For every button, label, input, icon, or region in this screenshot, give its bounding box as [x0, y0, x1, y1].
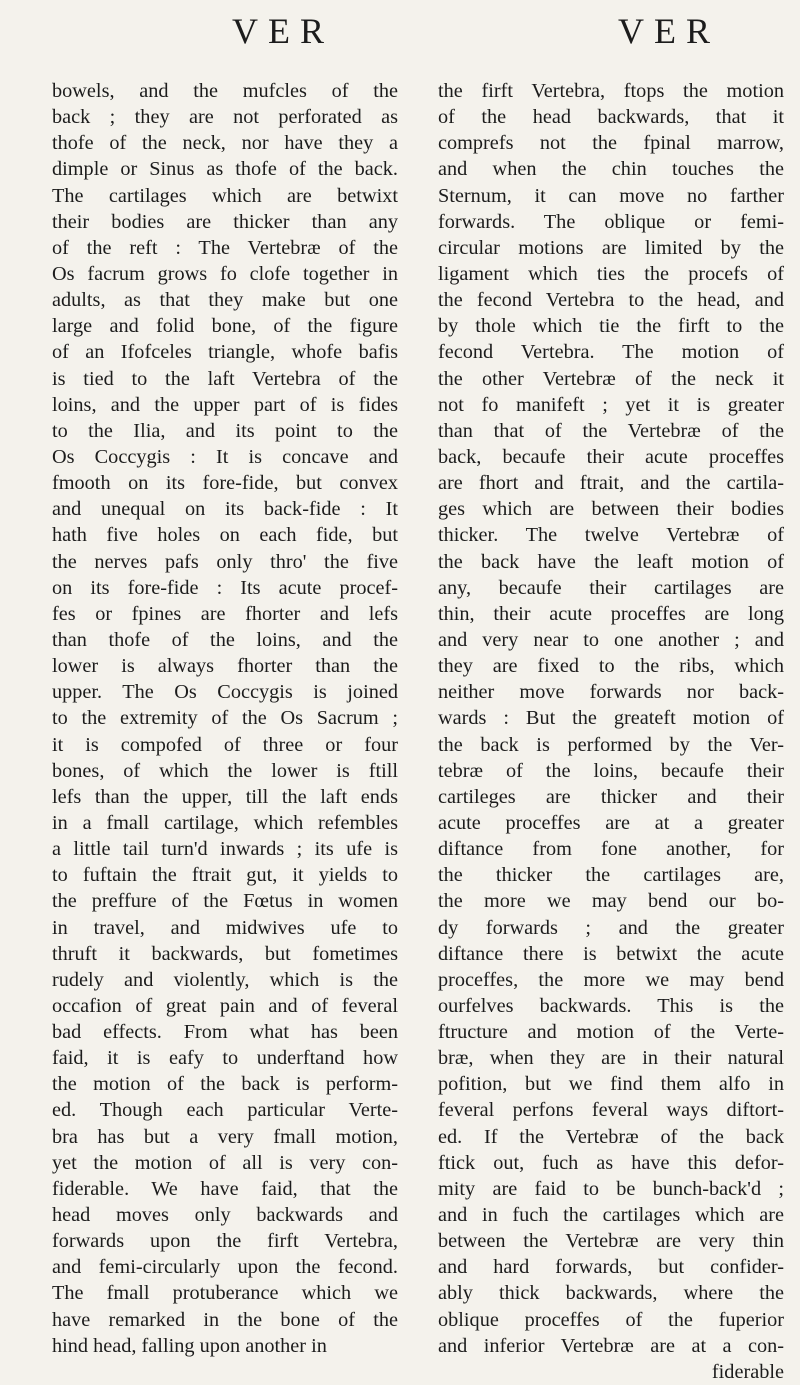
running-header	[0, 10, 800, 70]
text-line: lower is always fhorter than the	[52, 655, 398, 678]
text-line: in a fmall cartilage, which refembles	[52, 811, 398, 834]
text-line: occafion of great pain and of feveral	[52, 994, 398, 1017]
text-line: wards : But the greateft motion of	[438, 707, 784, 730]
text-line: by thole which tie the firft to the	[438, 315, 784, 338]
text-line: dimple or Sinus as thofe of the back.	[52, 158, 398, 181]
text-line: feveral perfons feveral ways diftort-	[438, 1099, 784, 1122]
text-line: back, becaufe their acute proceffes	[438, 445, 784, 468]
header-right: VER	[618, 11, 720, 51]
text-line: and when the chin touches the	[438, 158, 784, 181]
text-line: bowels, and the mufcles of the	[52, 80, 398, 102]
text-line: acute proceffes are at a greater	[438, 811, 784, 834]
text-line: the nerves pafs only thro' the five	[52, 550, 398, 573]
text-line: lefs than the upper, till the laft ends	[52, 785, 398, 808]
text-line: and in fuch the cartilages which are	[438, 1204, 784, 1227]
text-line: the other Vertebræ of the neck it	[438, 367, 784, 390]
text-line: the back have the leaft motion of	[438, 550, 784, 573]
text-line: the thicker the cartilages are,	[438, 864, 784, 887]
text-line: the preffure of the Fœtus in women	[52, 890, 398, 913]
text-line: large and folid bone, of the figure	[52, 315, 398, 338]
text-line: the more we may bend our bo-	[438, 890, 784, 913]
text-line: Sternum, it can move no farther	[438, 184, 784, 207]
text-line: bræ, when they are in their natural	[438, 1047, 784, 1070]
text-line: they are fixed to the ribs, which	[438, 655, 784, 678]
text-line: ftick out, fuch as have this defor-	[438, 1151, 784, 1174]
left-column	[52, 78, 398, 1359]
text-line: Os facrum grows fo clofe together in	[52, 262, 398, 285]
text-line: upper. The Os Coccygis is joined	[52, 681, 398, 704]
header-left: VER	[232, 11, 334, 51]
right-column	[438, 78, 784, 1385]
text-line: and very near to one another ; and	[438, 628, 784, 651]
text-line: ftructure and motion of the Verte-	[438, 1021, 784, 1044]
text-line: ges which are between their bodies	[438, 498, 784, 521]
text-line: thofe of the neck, nor have they a	[52, 132, 398, 155]
text-line: the fecond Vertebra to the head, and	[438, 289, 784, 312]
text-line: bones, of which the lower is ftill	[52, 759, 398, 782]
text-line: ed. If the Vertebræ of the back	[438, 1125, 784, 1148]
text-line: fes or fpines are fhorter and lefs	[52, 602, 398, 625]
text-line: Os Coccygis : It is concave and	[52, 445, 398, 468]
text-line: oblique proceffes of the fuperior	[438, 1308, 784, 1331]
text-line: ourfelves backwards. This is the	[438, 994, 784, 1017]
text-line: and inferior Vertebræ are at a con-	[438, 1334, 784, 1357]
text-line: tebræ of the loins, becaufe their	[438, 759, 784, 782]
text-line: fmooth on its fore-fide, but convex	[52, 472, 398, 495]
text-line: and femi-circularly upon the fecond.	[52, 1256, 398, 1279]
text-line: forwards upon the firft Vertebra,	[52, 1230, 398, 1253]
text-line: yet the motion of all is very con-	[52, 1151, 398, 1174]
text-line: The cartilages which are betwixt	[52, 184, 398, 207]
text-line: comprefs not the fpinal marrow,	[438, 132, 784, 155]
text-line: diftance from fone another, for	[438, 838, 784, 861]
text-line: hind head, falling upon another in	[52, 1334, 327, 1357]
text-line: thicker. The twelve Vertebræ of	[438, 524, 784, 547]
text-line: their bodies are thicker than any	[52, 210, 398, 233]
text-line: The fmall protuberance which we	[52, 1282, 398, 1305]
text-line: cartileges are thicker and their	[438, 785, 784, 808]
text-line: head moves only backwards and	[52, 1204, 398, 1227]
text-line: fecond Vertebra. The motion of	[438, 341, 784, 364]
text-line: dy forwards ; and the greater	[438, 916, 784, 939]
text-line: loins, and the upper part of is fides	[52, 393, 398, 416]
text-line: of the reft : The Vertebræ of the	[52, 236, 398, 259]
text-line: in travel, and midwives ufe to	[52, 916, 398, 939]
text-line: have remarked in the bone of the	[52, 1308, 398, 1331]
text-line: fiderable. We have faid, that the	[52, 1177, 398, 1200]
text-line: faid, it is eafy to underftand how	[52, 1047, 398, 1070]
text-line: pofition, but we find them alfo in	[438, 1073, 784, 1096]
text-line: of the head backwards, that it	[438, 106, 784, 129]
text-line: to the Ilia, and its point to the	[52, 419, 398, 442]
text-line: and hard forwards, but confider-	[438, 1256, 784, 1279]
text-line: the firft Vertebra, ftops the motion	[438, 80, 784, 102]
text-line: ligament which ties the procefs of	[438, 262, 784, 285]
text-line: to fuftain the ftrait gut, it yields to	[52, 864, 398, 887]
text-line: bra has but a very fmall motion,	[52, 1125, 398, 1148]
text-line: proceffes, the more we may bend	[438, 968, 784, 991]
text-line: back ; they are not perforated as	[52, 106, 398, 129]
text-line: than that of the Vertebræ of the	[438, 419, 784, 442]
text-line: is tied to the laft Vertebra of the	[52, 367, 398, 390]
text-line: it is compofed of three or four	[52, 733, 398, 756]
text-line: ably thick backwards, where the	[438, 1282, 784, 1305]
text-line: are fhort and ftrait, and the cartila-	[438, 472, 784, 495]
text-line: not fo manifeft ; yet it is greater	[438, 393, 784, 416]
text-line: a little tail turn'd inwards ; its ufe is	[52, 838, 398, 861]
text-line: circular motions are limited by the	[438, 236, 784, 259]
text-line: to the extremity of the Os Sacrum ;	[52, 707, 398, 730]
text-line: of an Ifofceles triangle, whofe bafis	[52, 341, 398, 364]
text-line: hath five holes on each fide, but	[52, 524, 398, 547]
text-line: thin, their acute proceffes are long	[438, 602, 784, 625]
text-line: fiderable	[711, 1360, 784, 1383]
text-line: mity are faid to be bunch-back'd ;	[438, 1177, 784, 1200]
text-line: any, becaufe their cartilages are	[438, 576, 784, 599]
text-line: the motion of the back is perform-	[52, 1073, 398, 1096]
text-line: rudely and violently, which is the	[52, 968, 398, 991]
text-line: bad effects. From what has been	[52, 1021, 398, 1044]
text-line: adults, as that they make but one	[52, 289, 398, 312]
text-line: thruft it backwards, but fometimes	[52, 942, 398, 965]
text-line: the back is performed by the Ver-	[438, 733, 784, 756]
text-line: neither move forwards nor back-	[438, 681, 784, 704]
text-line: between the Vertebræ are very thin	[438, 1230, 784, 1253]
text-line: on its fore-fide : Its acute procef-	[52, 576, 398, 599]
text-line: forwards. The oblique or femi-	[438, 210, 784, 233]
text-line: and unequal on its back-fide : It	[52, 498, 398, 521]
text-line: than thofe of the loins, and the	[52, 628, 398, 651]
text-line: ed. Though each particular Verte-	[52, 1099, 398, 1122]
text-line: diftance there is betwixt the acute	[438, 942, 784, 965]
